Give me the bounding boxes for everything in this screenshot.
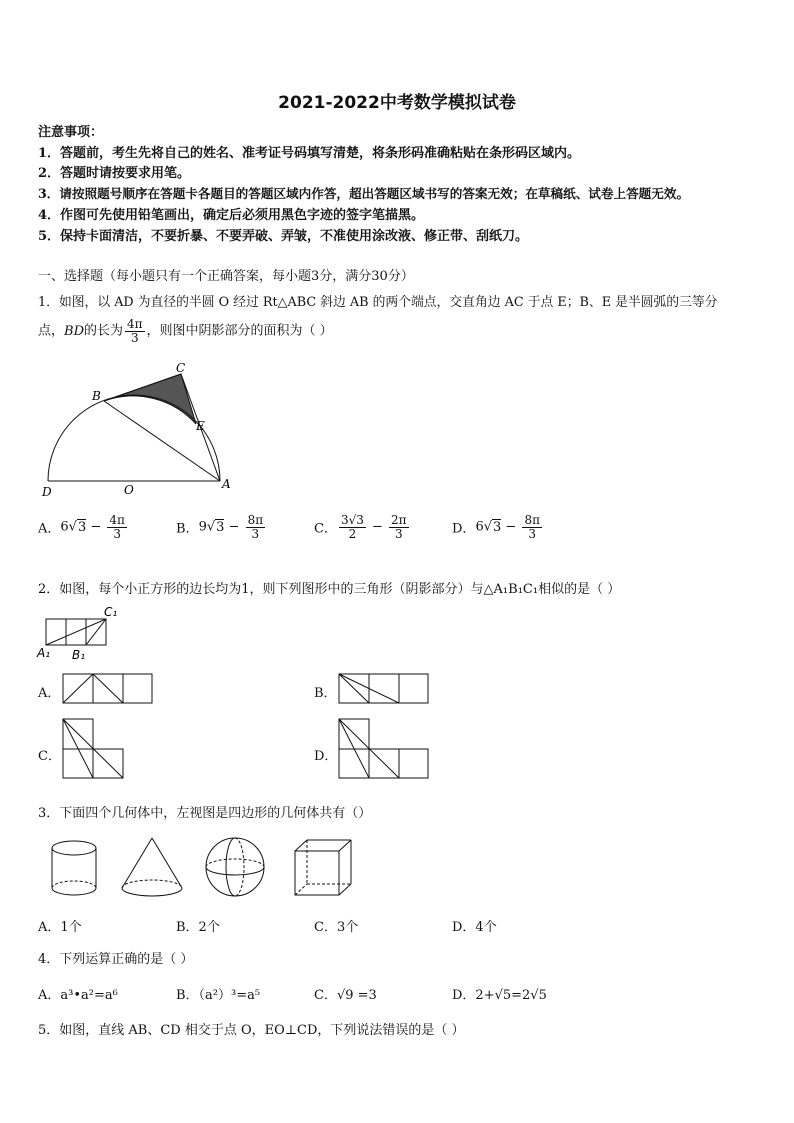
notice-item: 3．请按照题号顺序在答题卡各题目的答题区域内作答，超出答题区域书写的答案无效；在草稿纸、试卷上答题无效。 [38, 186, 690, 201]
notice-heading: 注意事项： [38, 125, 104, 140]
arc-bd-label: BD [64, 323, 84, 339]
option-label: C． [314, 521, 337, 537]
segment-ab [104, 401, 220, 481]
q3-option-c[interactable]: C．3个 [314, 920, 359, 935]
fraction-denominator: 2 [348, 526, 357, 541]
fraction-numerator: 8π [247, 513, 264, 527]
label-a: A [222, 477, 231, 491]
fraction-numerator: 4π [109, 513, 125, 527]
label-a1: A₁ [37, 646, 51, 660]
q2-text: 2．如图，每个小正方形的边长均为1，则下列图形中的三角形（阴影部分）与△A₁B₁C₁相似的是（ ） [38, 582, 621, 597]
q4-text: 4．下列运算正确的是（ ） [38, 952, 194, 967]
q2-option-b-label[interactable]: B． [314, 686, 337, 701]
q2-option-a-label[interactable]: A． [38, 686, 61, 701]
q2-reference-figure [36, 605, 126, 665]
notice-item: 2．答题时请按要求用笔。 [38, 166, 191, 181]
sqrt-symbol: √ [483, 519, 493, 535]
label-o: O [124, 483, 134, 497]
option-label: D． [452, 521, 476, 537]
option-coef: 9 [198, 519, 207, 535]
option-label: B． [176, 521, 199, 537]
q3-option-a[interactable]: A．1个 [38, 920, 82, 935]
label-c1: C₁ [104, 605, 118, 619]
sqrt-symbol: √ [206, 519, 216, 535]
q1-option-d[interactable]: D．6√3 − $\frac{8\pi}{3}$ [452, 513, 540, 541]
q3-option-b[interactable]: B．2个 [176, 920, 220, 935]
q5-text: 5．如图，直线 AB、CD 相交于点 O，EO⊥CD，下列说法错误的是（ ） [38, 1023, 465, 1038]
notice-item: 4．作图可先使用铅笔画出，确定后必须用黑色字迹的签字笔描黑。 [38, 208, 425, 223]
q1-option-b[interactable]: B．9√3 − $\frac{8\pi}{3}$ [176, 513, 264, 541]
sphere-icon [202, 836, 272, 900]
option-coef: 6 [60, 519, 69, 535]
q1-fraction [125, 318, 145, 344]
label-b: B [92, 389, 101, 403]
q4-option-d[interactable]: D．2+√5=2√5 [452, 988, 547, 1003]
q4-option-a[interactable]: A．a³•a²=a⁶ [38, 988, 118, 1003]
q1-line2-mid: 的长为 [84, 323, 124, 339]
fraction-numerator: 4π [127, 317, 143, 331]
sqrt-symbol: √ [68, 519, 77, 535]
fraction-numerator: 3√3 [340, 513, 364, 527]
q1-line2-post: ，则图中阴影部分的面积为（ ） [146, 323, 333, 339]
q2-option-b-figure[interactable] [338, 673, 430, 705]
q3-text: 3．下面四个几何体中，左视图是四边形的几何体共有（） [38, 806, 372, 821]
fraction-denominator: 3 [394, 526, 403, 541]
cone-icon [118, 836, 188, 900]
fraction-numerator: 2π [391, 513, 407, 527]
radicand: 3 [216, 519, 225, 535]
q2-option-a-figure[interactable] [62, 673, 154, 705]
q1-line2-pre: 点， [38, 323, 65, 339]
section-heading: 一、选择题（每小题只有一个正确答案，每小题3分，满分30分） [38, 269, 414, 284]
shaded-region [104, 374, 196, 424]
radicand: 3 [77, 519, 87, 535]
semicircle-arc [48, 395, 220, 481]
notice-item: 5．保持卡面清洁，不要折暴、不要弄破、弄皱，不准使用涂改液、修正带、刮纸刀。 [38, 229, 529, 244]
q2-option-c-label[interactable]: C． [38, 749, 61, 764]
cube-icon [292, 838, 356, 902]
page-title: 2021-2022中考数学模拟试卷 [278, 93, 516, 113]
label-c: C [176, 361, 186, 375]
q1-line2 [38, 318, 333, 344]
label-e: E [196, 419, 205, 433]
q2-option-d-figure[interactable] [338, 718, 430, 780]
fraction-denominator: 3 [130, 330, 139, 345]
q1-line1: 1．如图，以 AD 为直径的半圆 O 经过 Rt△ABC 斜边 AB 的两个端点，交直角边 AC 于点 E；B、E 是半圆弧的三等分 [38, 295, 718, 310]
q1-semicircle-figure [38, 360, 238, 500]
cylinder-icon [48, 838, 108, 902]
q2-option-c-figure[interactable] [62, 718, 126, 780]
q1-option-c[interactable]: C． $\frac{3√3}{2}$ − $\frac{2\pi}{3}$ [314, 513, 407, 541]
radicand: 3 [493, 519, 502, 535]
notice-item: 1．答题前，考生先将自己的姓名、准考证号码填写清楚，将条形码准确粘贴在条形码区域内。 [38, 146, 581, 161]
fraction-denominator: 3 [528, 526, 537, 541]
q2-option-d-label[interactable]: D． [314, 749, 338, 764]
fraction-denominator: 3 [251, 526, 260, 541]
option-label: A． [38, 521, 61, 537]
q4-option-c[interactable]: C．√9 =3 [314, 988, 377, 1003]
fraction-numerator: 8π [524, 513, 540, 527]
label-b1: B₁ [72, 648, 86, 662]
label-d: D [42, 485, 52, 499]
option-coef: 6 [475, 519, 484, 535]
q1-option-a[interactable]: A．6√3 − $\frac{4\pi}{3}$ [38, 513, 125, 541]
q3-option-d[interactable]: D．4个 [452, 920, 497, 935]
fraction-denominator: 3 [113, 526, 121, 541]
q4-option-b[interactable]: B．（a²）³=a⁵ [176, 988, 261, 1003]
